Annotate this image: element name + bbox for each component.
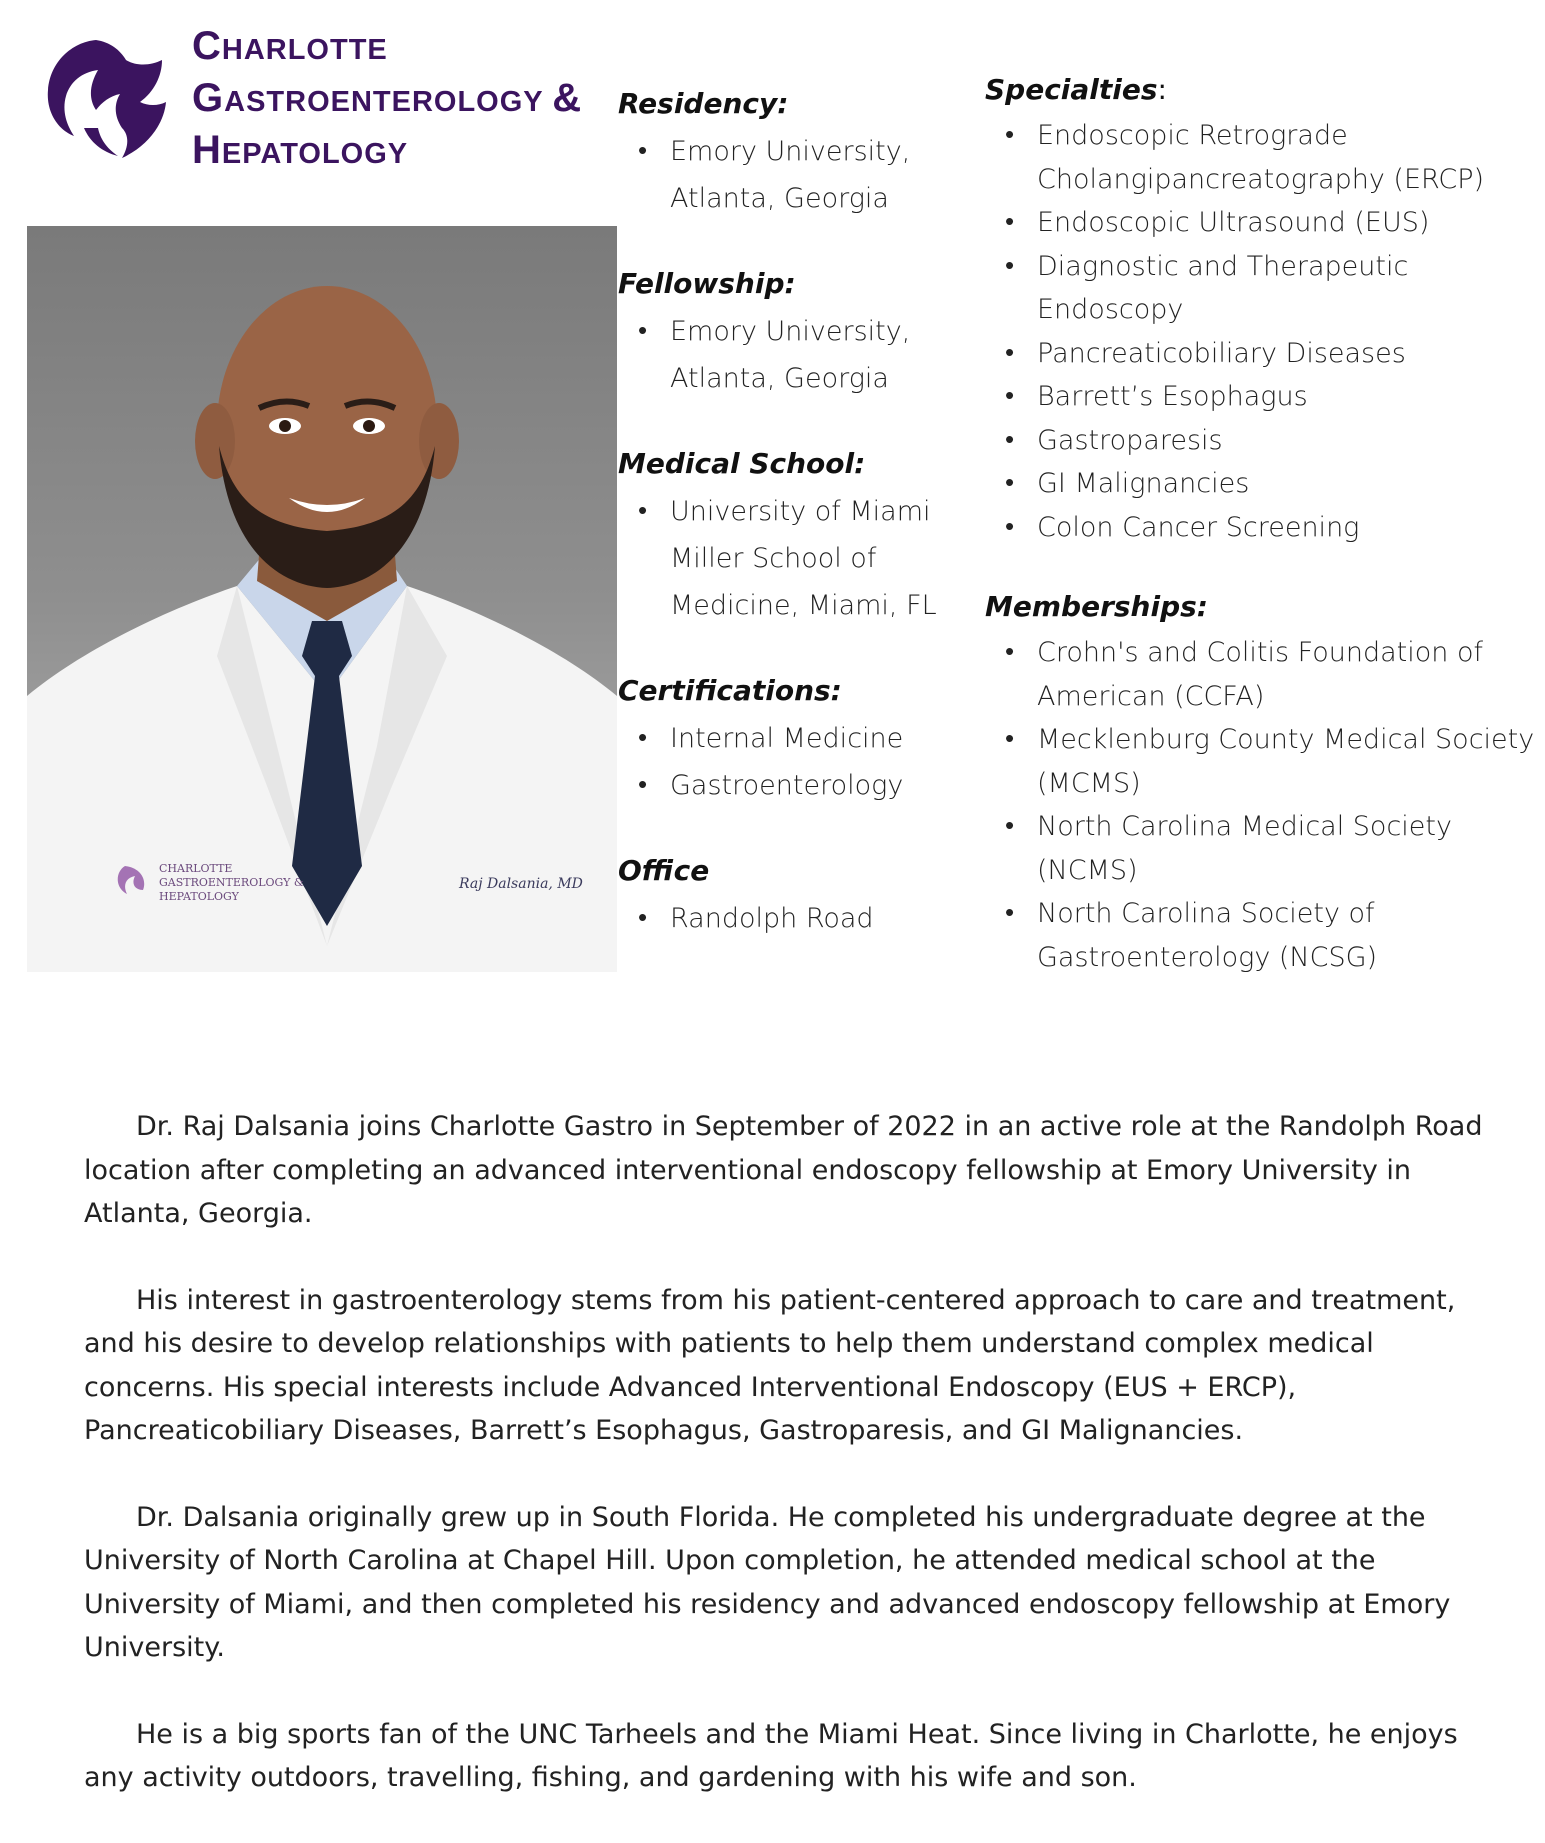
residency-list — [618, 128, 978, 222]
logo-line-1: CHARLOTTE — [192, 24, 388, 68]
list-item: • GI Malignancies — [985, 462, 1545, 506]
svg-text:GASTROENTEROLOGY &: GASTROENTEROLOGY & — [159, 876, 304, 889]
education-column — [618, 86, 978, 986]
logo-mark-icon — [44, 32, 174, 162]
memberships-list — [985, 631, 1545, 979]
medical-school-section — [618, 446, 978, 629]
biography — [84, 1105, 1484, 1843]
bio-paragraph: He is a big sports fan of the UNC Tarheels and the Miami Heat. Since living in Charlotte, he enjoys any activity outdoors, travelling, fishing, and gardening with his wife and son. — [84, 1718, 1458, 1793]
list-item: • Gastroparesis — [985, 419, 1545, 463]
list-item: • Emory University, Atlanta, Georgia — [618, 128, 978, 222]
office-list — [618, 895, 978, 942]
coat-logo-text: CHARLOTTE — [159, 862, 233, 875]
residency-section — [618, 86, 978, 222]
specialties-column — [985, 72, 1545, 1019]
office-section — [618, 853, 978, 942]
list-item: • Emory University, Atlanta, Georgia — [618, 308, 978, 402]
list-item: • Crohn's and Colitis Foundation of American (CCFA) — [985, 631, 1545, 718]
list-item: • Diagnostic and Therapeutic Endoscopy — [985, 245, 1545, 332]
bio-paragraph: Dr. Raj Dalsania joins Charlotte Gastro in September of 2022 in an active role at the Randolph Road location after completing an advanced interventional endoscopy fellowship at Emory University in Atlanta, Georgia. — [84, 1111, 1483, 1229]
fellowship-heading: Fellowship: — [618, 267, 796, 300]
list-item: • Endoscopic Ultrasound (EUS) — [985, 201, 1545, 245]
fellowship-section — [618, 266, 978, 402]
certifications-list — [618, 715, 978, 809]
specialties-heading — [985, 72, 1545, 108]
list-item: • North Carolina Medical Society (NCMS) — [985, 805, 1545, 892]
portrait-illustration — [27, 226, 617, 972]
practice-logo — [44, 22, 604, 172]
list-item: • University of Miami Miller School of Medicine, Miami, FL — [618, 488, 978, 629]
specialties-section — [985, 72, 1545, 549]
list-item: • Internal Medicine — [618, 715, 978, 762]
memberships-section — [985, 589, 1545, 979]
memberships-heading: Memberships: — [985, 590, 1208, 623]
list-item: • Randolph Road — [618, 895, 978, 942]
logo-line-2: GASTROENTEROLOGY & — [192, 76, 583, 120]
doctor-portrait — [27, 226, 617, 972]
coat-name: Raj Dalsania, MD — [459, 876, 583, 892]
specialties-heading-colon: : — [1157, 73, 1167, 106]
medical-school-list — [618, 488, 978, 629]
list-item: • Colon Cancer Screening — [985, 506, 1545, 550]
residency-heading: Residency: — [618, 87, 789, 120]
logo-wordmark — [192, 22, 582, 178]
list-item: • Mecklenburg County Medical Society (MCMS) — [985, 718, 1545, 805]
office-heading: Office — [618, 854, 710, 887]
list-item: • Gastroenterology — [618, 762, 978, 809]
medical-school-heading: Medical School: — [618, 447, 866, 480]
list-item: • Endoscopic Retrograde Cholangipancreatography (ERCP) — [985, 114, 1545, 201]
svg-text:HEPATOLOGY: HEPATOLOGY — [159, 890, 239, 903]
list-item: • Barrett’s Esophagus — [985, 375, 1545, 419]
bio-paragraph: Dr. Dalsania originally grew up in South Florida. He completed his undergraduate degree at the University of North Carolina at Chapel Hill. Upon completion, he attended medical school at the University of Miami, and then completed his residency and advanced endoscopy fellowship at Emory University. — [84, 1501, 1451, 1663]
bio-paragraph: His interest in gastroenterology stems from his patient-centered approach to care and treatment, and his desire to develop relationships with patients to help them understand complex medical concerns. His special interests include Advanced Interventional Endoscopy (EUS + ERCP), Pancreaticobiliary Diseases, Barrett’s Esophagus, Gastroparesis, and GI Malignancies. — [84, 1284, 1456, 1446]
certifications-section — [618, 673, 978, 809]
fellowship-list — [618, 308, 978, 402]
list-item: • Pancreaticobiliary Diseases — [985, 332, 1545, 376]
certifications-heading: Certifications: — [618, 674, 842, 707]
specialties-heading-text: Specialties — [985, 73, 1158, 106]
specialties-list — [985, 114, 1545, 549]
logo-line-3: HEPATOLOGY — [192, 128, 409, 172]
list-item: • North Carolina Society of Gastroenterology (NCSG) — [985, 892, 1545, 979]
